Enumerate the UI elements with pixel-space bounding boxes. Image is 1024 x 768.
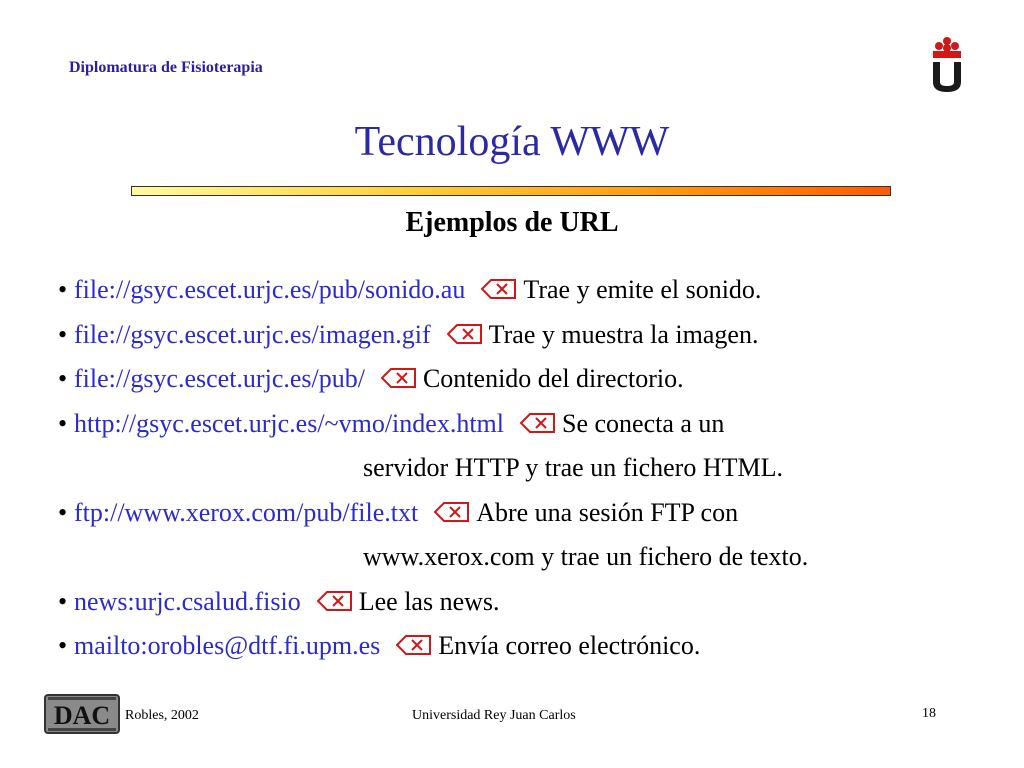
bullet: • [58, 497, 68, 527]
url-link[interactable]: news:urjc.csalud.fisio [74, 586, 301, 616]
list-item-continuation: www.xerox.com y trae un fichero de texto. [363, 542, 809, 571]
list-item [58, 268, 1018, 313]
delete-arrow-icon [520, 412, 556, 434]
list-item [58, 580, 1018, 625]
url-description: Se conecta a un [562, 408, 725, 438]
slide-title: Tecnología WWW [354, 119, 670, 165]
url-link[interactable]: file://gsyc.escet.urjc.es/pub/ [74, 364, 365, 393]
url-description: Abre una sesión FTP con [476, 497, 739, 527]
delete-arrow-icon [434, 501, 470, 523]
delete-arrow-icon [396, 634, 432, 656]
page-number: 18 [922, 706, 936, 721]
list-item [58, 357, 1018, 402]
url-description: Trae y emite el sonido. [523, 275, 762, 304]
delete-arrow-icon [381, 367, 417, 389]
delete-arrow-icon [481, 278, 517, 300]
url-description: Contenido del directorio. [422, 364, 684, 393]
bullet: • [58, 364, 68, 393]
list-item-continuation: servidor HTTP y trae un fichero HTML. [363, 453, 783, 482]
url-description: Lee las news. [358, 586, 500, 616]
header-label: Diplomatura de Fisioterapia [69, 59, 263, 76]
footer-author: Robles, 2002 [125, 708, 199, 723]
url-example-list [58, 268, 1018, 669]
bullet: • [58, 631, 68, 660]
url-link[interactable]: file://gsyc.escet.urjc.es/pub/sonido.au [74, 275, 466, 304]
url-link[interactable]: mailto:orobles@dtf.fi.upm.es [74, 631, 381, 660]
delete-arrow-icon [447, 323, 483, 345]
list-item [58, 491, 1018, 536]
dac-logo-icon [44, 694, 120, 734]
dac-logo-text: DAC [53, 701, 111, 730]
bullet: • [58, 319, 68, 349]
list-item [58, 402, 1018, 447]
list-item [58, 313, 1018, 358]
delete-arrow-icon [317, 590, 353, 612]
slide-subtitle: Ejemplos de URL [405, 207, 619, 238]
footer-institution: Universidad Rey Juan Carlos [412, 708, 576, 723]
title-underline-bar [131, 186, 891, 196]
urjc-logo-icon [928, 36, 966, 94]
url-link[interactable]: http://gsyc.escet.urjc.es/~vmo/index.html [74, 408, 504, 438]
list-item [58, 624, 1018, 669]
bullet: • [58, 275, 68, 304]
bullet: • [58, 586, 68, 616]
url-description: Trae y muestra la imagen. [488, 319, 759, 349]
url-link[interactable]: file://gsyc.escet.urjc.es/imagen.gif [74, 319, 431, 349]
url-description: Envía correo electrónico. [438, 631, 701, 660]
url-link[interactable]: ftp://www.xerox.com/pub/file.txt [74, 497, 419, 527]
bullet: • [58, 408, 68, 438]
